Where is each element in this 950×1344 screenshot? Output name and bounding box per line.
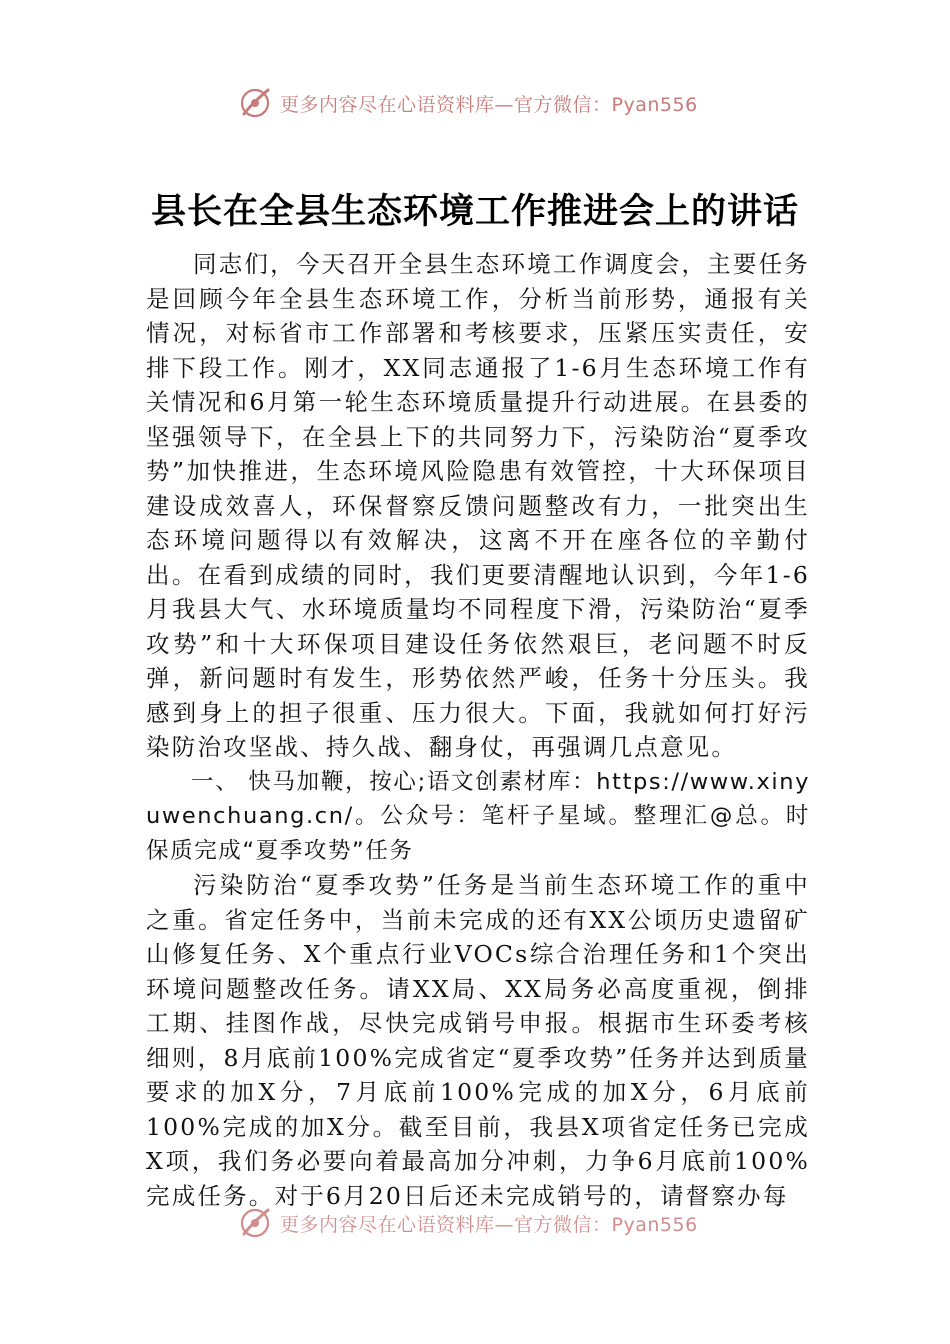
watermark-text: 更多内容尽在心语资料库—官方微信：Pyan556 [280, 93, 698, 116]
paragraph-intro: 同志们，今天召开全县生态环境工作调度会，主要任务是回顾今年全县生态环境工作，分析当前形势，通报有关情况，对标省市工作部署和考核要求，压紧压实责任，安排下段工作。刚才，XX同志通报了1-6月生态环境工作有关情况和6月第一轮生态环境质量提升行动进展。在县委的坚强领导下，在全县上下的共同努力下，污染防治“夏季攻势”加快推进，生态环境风险隐患有效管控，十大环保项目建设成效喜人，环保督察反馈问题整改有力，一批突出生态环境问题得以有效解决，这离不开在座各位的辛勤付出。在看到成绩的同时，我们更要清醒地认识到，今年1-6月我县大气、水环境质量均不同程度下滑，污染防治“夏季攻势”和十大环保项目建设任务依然艰巨，老问题不时反弹，新问题时有发生，形势依然严峻，任务十分压头。我感到身上的担子很重、压力很大。下面，我就如何打好污染防治攻坚战、持久战、翻身仗，再强调几点意见。 [146, 250, 810, 761]
document-body [146, 247, 810, 1213]
paragraph-2: 污染防治“夏季攻势”任务是当前生态环境工作的重中之重。省定任务中，当前未完成的还有XX公顷历史遗留矿山修复任务、X个重点行业VOCs综合治理任务和1个突出环境问题整改任务。请XX局、XX局务必高度重视，倒排工期、挂图作战，尽快完成销号申报。根据市生环委考核细则，8月底前100%完成省定“夏季攻势”任务并达到质量要求的加X分，7月底前100%完成的加X分，6月底前100%完成的加X分。截至目前，我县X项省定任务已完成X项，我们务必要向着最高加分冲刺，力争6月底前100%完成任务。对于6月20日后还未完成销号的，请督察办每 [146, 871, 810, 1210]
page-body-clip [0, 247, 950, 1217]
pen-logo-icon [238, 1206, 272, 1240]
document-title: 县长在全县生态环境工作推进会上的讲话 [150, 191, 799, 232]
watermark-footer [238, 1203, 698, 1243]
pen-logo-icon [238, 86, 272, 120]
watermark-text: 更多内容尽在心语资料库—官方微信：Pyan556 [280, 1213, 698, 1236]
watermark-header [238, 83, 698, 123]
section-heading-1: 一、 快马加鞭，按心;语文创素材库：https://www.xinyuwenchuang.cn/。公众号：笔杆子星域。整理汇@总。时保质完成“夏季攻势”任务 [146, 768, 810, 864]
